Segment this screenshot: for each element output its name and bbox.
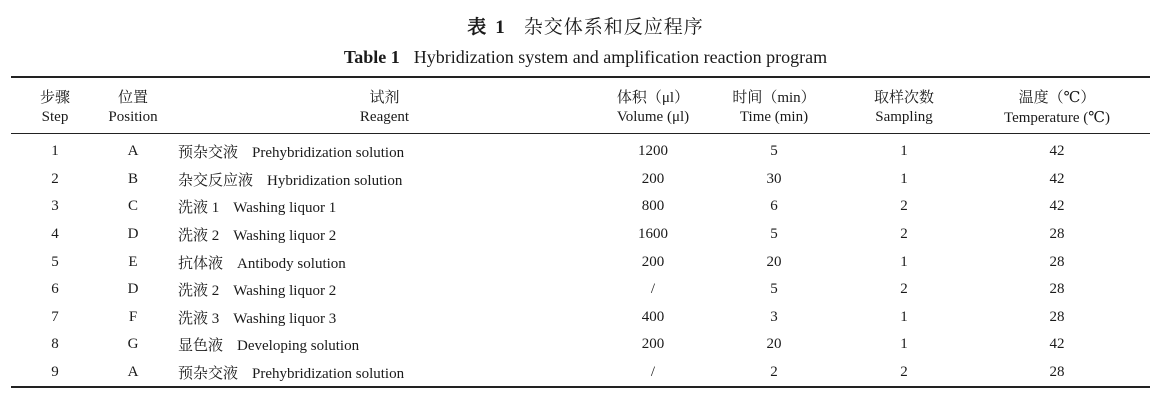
header-temperature-cn: 温度（℃） [964,77,1150,107]
cell-volume: 800 [641,198,665,215]
cell-sampling: 1 [900,308,908,325]
reagent-cn: 洗液 2 [178,283,220,300]
cell-volume: 200 [641,253,665,270]
header-sampling-en: Sampling [844,107,964,134]
cell-time: 20 [766,253,782,270]
header-reagent-en: Reagent [167,107,602,134]
cell-time: 2 [704,359,844,388]
cell-reagent [167,276,602,304]
cell-volume: / [602,359,704,388]
header-step-cn: 步骤 [11,77,99,107]
cell-temperature: 42 [1049,336,1065,353]
cell-time: 20 [766,336,782,353]
cell-reagent [167,221,602,249]
table-row [11,221,1150,249]
cell-step: 9 [11,359,99,388]
cell-position: E [128,253,138,270]
reagent-en: Developing solution [237,338,360,355]
cell-sampling: 1 [900,170,908,187]
cell-temperature: 42 [1049,143,1065,160]
table-row [11,276,1150,304]
caption-cn-title: 杂交体系和反应程序 [523,17,704,38]
header-position-en: Position [99,107,167,134]
cell-position: C [127,198,138,215]
cell-time: 6 [770,198,778,215]
cell-sampling: 1 [900,253,908,270]
header-row-cn [11,77,1150,107]
header-step-en: Step [11,107,99,134]
caption-en-label: Table 1 [343,47,400,67]
cell-step: 2 [51,170,59,187]
table-row [11,134,1150,166]
cell-position: F [128,308,138,325]
reagent-en: Hybridization solution [267,172,403,189]
header-position-cn: 位置 [99,77,167,107]
cell-step: 4 [51,226,59,243]
reagent-en: Washing liquor 2 [233,283,337,300]
cell-step: 5 [51,253,59,270]
cell-reagent [167,304,602,332]
cell-sampling: 2 [900,198,908,215]
cell-volume: 400 [641,308,665,325]
cell-position: G [127,336,139,353]
table-caption-cn [0,12,1171,39]
cell-reagent [167,166,602,194]
cell-step: 7 [51,308,59,325]
table-row [11,359,1150,388]
cell-temperature: 28 [964,359,1150,388]
table-row [11,331,1150,359]
reagent-en: Washing liquor 3 [233,310,337,327]
cell-step: 3 [51,198,59,215]
cell-step: 1 [51,143,59,160]
table-row [11,248,1150,276]
cell-time: 5 [770,143,778,160]
header-volume-cn: 体积（μl） [602,77,704,107]
header-volume-en: Volume (μl) [602,107,704,134]
cell-reagent [167,193,602,221]
header-temperature-en: Temperature (℃) [964,107,1150,134]
cell-position: D [127,226,139,243]
cell-volume: 1200 [638,143,668,160]
cell-time: 5 [770,226,778,243]
reagent-cn: 洗液 1 [178,200,220,217]
cell-position: A [99,359,167,388]
cell-sampling: 2 [900,281,908,298]
header-time-cn: 时间（min） [704,77,844,107]
cell-volume: 200 [641,336,665,353]
table-row [11,304,1150,332]
cell-reagent [167,359,602,388]
reagent-cn: 洗液 2 [178,228,220,245]
cell-volume: 1600 [638,226,668,243]
header-time-en: Time (min) [704,107,844,134]
cell-reagent [167,248,602,276]
cell-reagent [167,331,602,359]
cell-temperature: 28 [1049,253,1065,270]
cell-position: B [127,170,138,187]
cell-volume: 200 [641,170,665,187]
reagent-cn: 抗体液 [178,255,224,272]
reagent-cn: 预杂交液 [178,366,239,383]
cell-temperature: 28 [1049,281,1065,298]
cell-step: 6 [51,281,59,298]
caption-cn-label: 表 [467,17,488,38]
cell-step: 8 [51,336,59,353]
cell-sampling: 1 [900,143,908,160]
cell-time: 30 [766,170,782,187]
table-row [11,193,1150,221]
cell-temperature: 42 [1049,170,1065,187]
cell-temperature: 28 [1049,308,1065,325]
caption-cn-number: 1 [495,17,506,38]
header-row-en [11,107,1150,134]
reagent-cn: 预杂交液 [178,145,239,162]
reagent-en: Prehybridization solution [252,366,405,383]
reagent-en: Antibody solution [237,255,346,272]
cell-position: A [127,143,139,160]
cell-volume: / [650,281,656,298]
header-reagent-cn: 试剂 [167,77,602,107]
cell-reagent [167,134,602,166]
reagent-en: Washing liquor 2 [233,228,337,245]
cell-sampling: 2 [844,359,964,388]
cell-temperature: 28 [1049,226,1065,243]
reagent-cn: 显色液 [178,338,224,355]
cell-position: D [127,281,139,298]
cell-time: 3 [770,308,778,325]
hybridization-table [11,76,1150,388]
reagent-en: Prehybridization solution [252,145,405,162]
table-caption-en [0,47,1171,68]
header-sampling-cn: 取样次数 [844,77,964,107]
cell-sampling: 1 [900,336,908,353]
reagent-en: Washing liquor 1 [233,200,337,217]
table-row [11,166,1150,194]
cell-time: 5 [770,281,778,298]
cell-sampling: 2 [900,226,908,243]
cell-temperature: 42 [1049,198,1065,215]
reagent-cn: 洗液 3 [178,310,220,327]
reagent-cn: 杂交反应液 [178,172,254,189]
caption-en-title: Hybridization system and amplification reaction program [413,47,828,67]
